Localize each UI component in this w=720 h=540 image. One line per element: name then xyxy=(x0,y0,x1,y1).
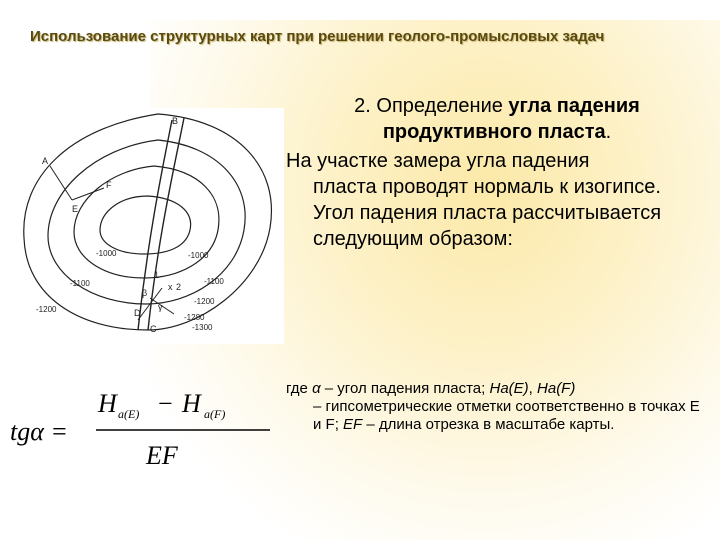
note-p4: – длина отрезка в масштабе карты. xyxy=(362,416,615,433)
label-e: Е xyxy=(72,204,79,214)
note-comma: , xyxy=(528,380,538,397)
label-1: 1 xyxy=(154,270,160,280)
formula-sub2: a(F) xyxy=(204,407,226,421)
label-iso-1000-right: -1000 xyxy=(188,251,209,260)
label-b: В xyxy=(172,116,179,126)
note-rest xyxy=(286,398,706,434)
formula-explanation xyxy=(286,380,706,434)
fault-line-2 xyxy=(138,120,172,330)
isohypse-outer xyxy=(24,114,272,330)
label-x: x xyxy=(168,282,173,292)
note-ef: EF xyxy=(343,416,363,433)
paragraph-first-line: На участке замера угла падения xyxy=(286,150,590,172)
label-iso-1100-left: -1100 xyxy=(70,279,90,288)
isohypse-core xyxy=(100,196,191,254)
label-f: F xyxy=(106,180,112,190)
paragraph-rest: пласта проводят нормаль к изогипсе. Угол падения пласта рассчитывается следующим образом: xyxy=(313,176,662,250)
label-iso-1280: -1280 xyxy=(184,313,205,322)
formula-denominator: EF xyxy=(146,441,178,470)
slide-title: Использование структурных карт при решении геолого-промысловых задач xyxy=(30,28,605,45)
description-paragraph xyxy=(286,148,701,252)
label-iso-1000-left: -1000 xyxy=(96,249,117,258)
formula-drawing xyxy=(8,380,280,472)
note-ha-e: Ha(E) xyxy=(489,380,529,397)
heading-number: 2. Определение xyxy=(354,95,509,117)
note-p1: где xyxy=(286,380,313,397)
label-iso-1300: -1300 xyxy=(192,323,213,332)
note-alpha: α xyxy=(312,380,321,397)
label-iso-1200-left: -1200 xyxy=(36,305,57,314)
formula-h1: H xyxy=(98,389,117,418)
label-d: D xyxy=(134,308,141,318)
structural-map-drawing xyxy=(8,108,284,344)
section-heading xyxy=(292,93,702,145)
formula-lhs: tgα = xyxy=(10,417,68,446)
heading-bold: угла падения продуктивного пласта xyxy=(382,95,640,143)
note-ha-f: Ha(F) xyxy=(537,380,576,397)
structural-map xyxy=(8,108,284,344)
formula-sub1: a(E) xyxy=(118,407,140,421)
label-2: 2 xyxy=(176,282,182,292)
formula-h2: H xyxy=(182,389,201,418)
label-a: А xyxy=(42,156,49,166)
note-p2: – угол падения пласта; xyxy=(320,380,490,397)
label-beta: β xyxy=(142,288,148,298)
label-c: С xyxy=(150,324,157,334)
label-iso-1200-right: -1200 xyxy=(194,297,215,306)
dip-angle-formula xyxy=(8,380,280,472)
formula-minus: − xyxy=(158,389,173,418)
label-gamma: γ xyxy=(158,302,163,312)
heading-end: . xyxy=(605,121,612,143)
label-iso-1100-right: -1100 xyxy=(204,277,224,286)
note-p3: – гипсометрические отметки соответственно в точках Е и F; xyxy=(313,398,700,433)
